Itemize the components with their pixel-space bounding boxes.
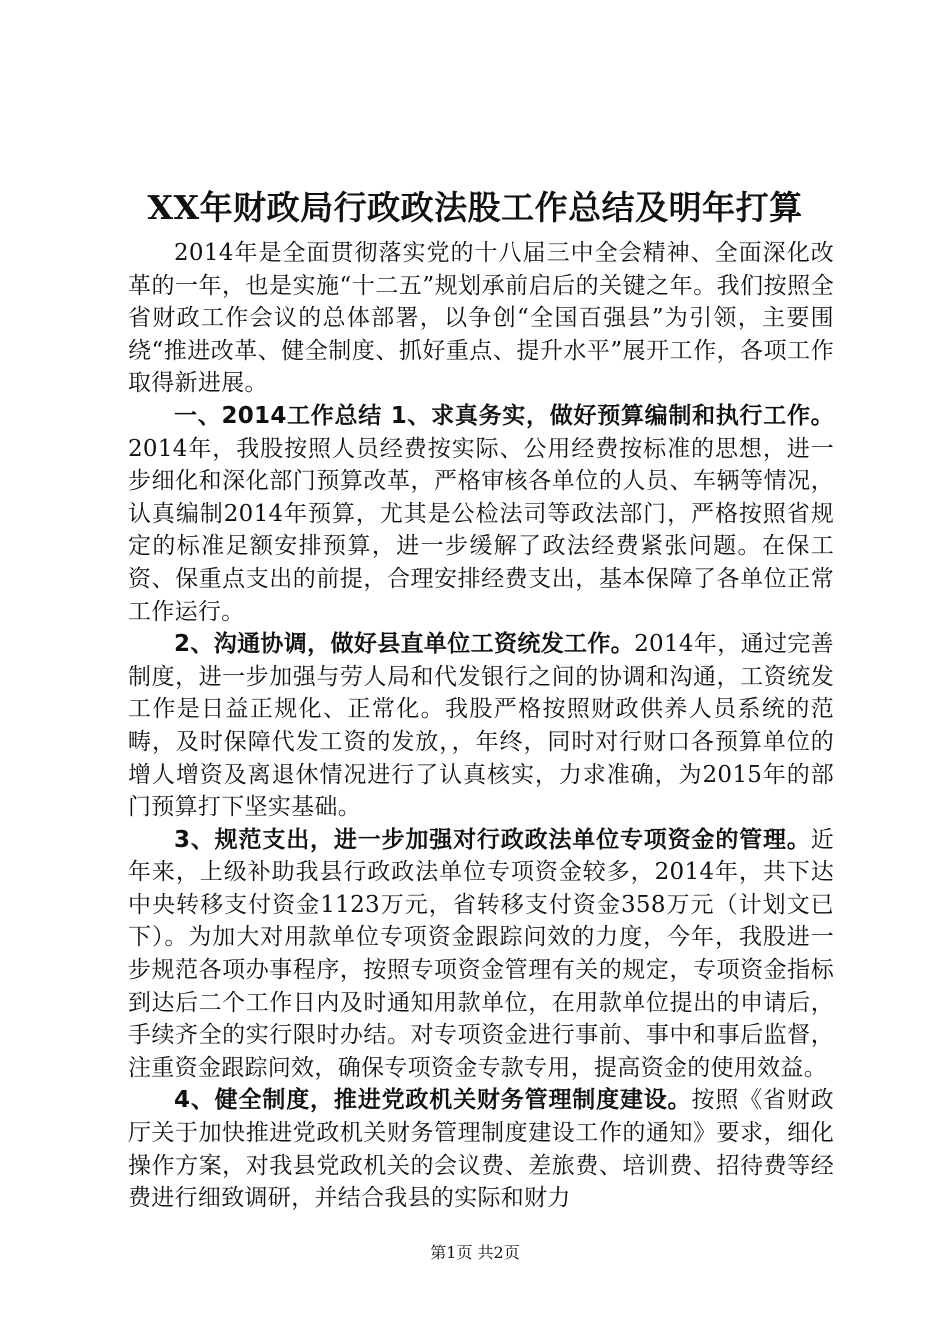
paragraph-section-2 xyxy=(128,628,834,824)
document-body xyxy=(128,237,834,1215)
page-number-footer: 第1页 共2页 xyxy=(430,1243,520,1262)
paragraph-text: 2014年，我股按照人员经费按实际、公用经费按标准的思想，进一步细化和深化部门预算改革，严格审核各单位的人员、车辆等情况，认真编制2014年预算，尤其是公检法司等政法部门，严格按照省规定的标准足额安排预算，进一步缓解了政法经费紧张问题。在保工资、保重点支出的前提，合理安排经费支出，基本保障了各单位正常工作运行。 xyxy=(128,435,834,625)
paragraph-lead: 4、健全制度，推进党政机关财务管理制度建设。 xyxy=(174,1087,692,1114)
paragraph-section-1 xyxy=(128,400,834,628)
paragraph-text: 近年来，上级补助我县行政政法单位专项资金较多，2014年，共下达中央转移支付资金1123万元，省转移支付资金358万元（计划文已下）。为加大对用款单位专项资金跟踪问效的力度，今年，我股进一步规范各项办事程序，按照专项资金管理有关的规定，专项资金指标到达后二个工作日内及时通知用款单位，在用款单位提出的申请后，手续齐全的实行限时办结。对专项资金进行事前、事中和事后监督，注重资金跟踪问效，确保专项资金专款专用，提高资金的使用效益。 xyxy=(128,826,834,1081)
paragraph-intro xyxy=(128,237,834,400)
paragraph-section-4 xyxy=(128,1084,834,1214)
paragraph-text: 2014年是全面贯彻落实党的十八届三中全会精神、全面深化改革的一年，也是实施“十二五”规划承前启后的关键之年。我们按照全省财政工作会议的总体部署，以争创“全国百强县”为引领，主要围绕“推进改革、健全制度、抓好重点、提升水平”展开工作，各项工作取得新进展。 xyxy=(128,240,834,397)
paragraph-lead: 3、规范支出，进一步加强对行政政法单位专项资金的管理。 xyxy=(174,826,811,853)
paragraph-lead: 2、沟通协调，做好县直单位工资统发工作。 xyxy=(174,631,635,658)
paragraph-text: 按照《省财政厅关于加快推进党政机关财务管理制度建设工作的通知》要求，细化操作方案，对我县党政机关的会议费、差旅费、培训费、招待费等经费进行细致调研，并结合我县的实际和财力 xyxy=(128,1087,834,1212)
paragraph-section-3 xyxy=(128,824,834,1085)
paragraph-text: 2014年，通过完善制度，进一步加强与劳人局和代发银行之间的协调和沟通，工资统发工作是日益正规化、正常化。我股严格按照财政供养人员系统的范畴，及时保障代发工资的发放，，年终，同时对行财口各预算单位的增人增资及离退休情况进行了认真核实，力求准确，为2015年的部门预算打下坚实基础。 xyxy=(128,631,834,821)
document-title: XX年财政局行政政法股工作总结及明年打算 xyxy=(147,188,803,227)
paragraph-lead: 一、2014工作总结 1、求真务实，做好预算编制和执行工作。 xyxy=(174,402,834,429)
